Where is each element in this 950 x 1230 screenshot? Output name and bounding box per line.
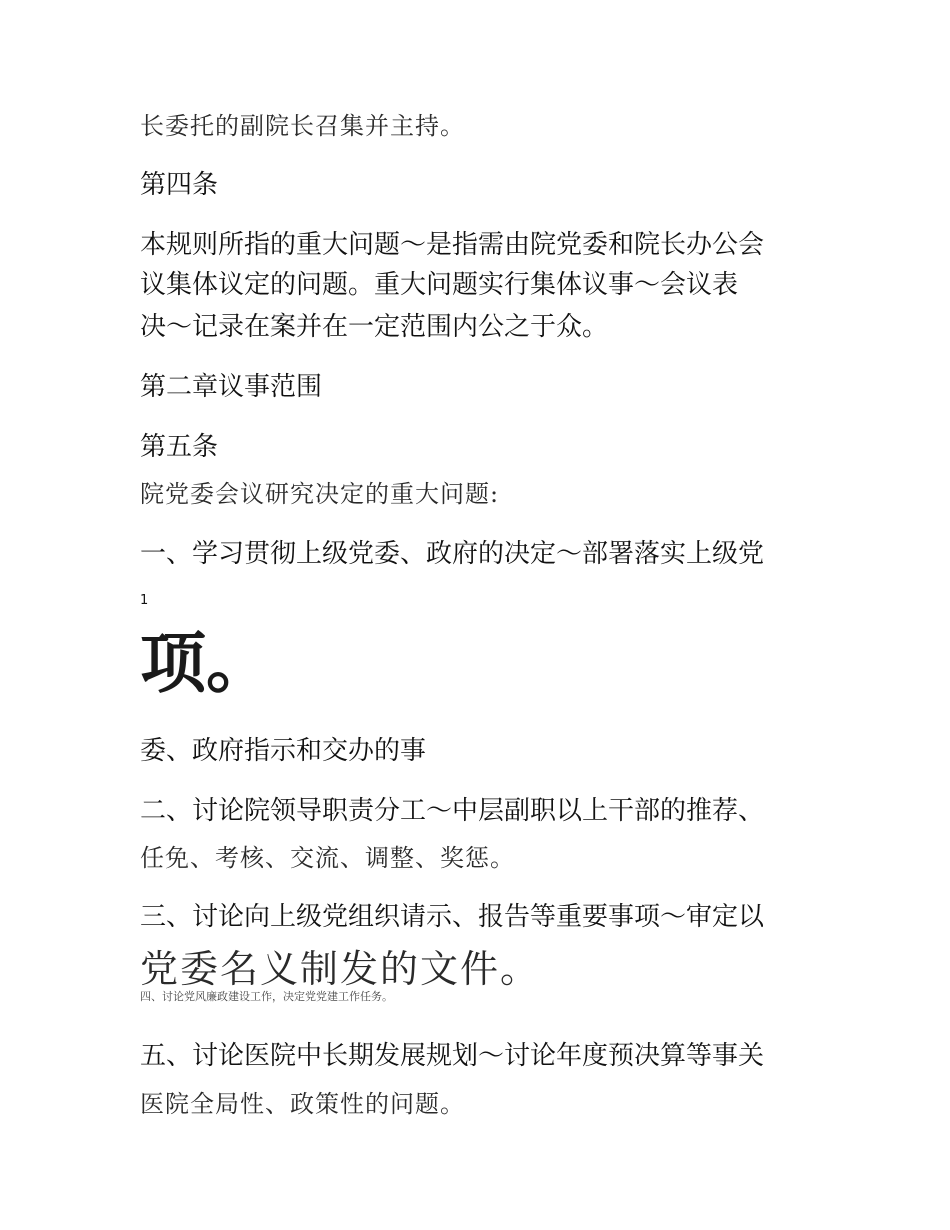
text-line-scanned: 长委托的副院长召集并主持。	[140, 112, 465, 140]
list-item-5: 五、讨论医院中长期发展规划～讨论年度预决算等事关	[140, 1041, 765, 1071]
list-item-2: 二、讨论院领导职责分工～中层副职以上干部的推荐、	[140, 796, 765, 826]
list-item-1: 一、学习贯彻上级党委、政府的决定～部署落实上级党	[140, 539, 765, 569]
chapter-heading: 第二章议事范围	[140, 372, 323, 402]
article-heading: 第四条	[140, 170, 219, 200]
text-line-scanned: 医院全局性、政策性的问题。	[140, 1090, 465, 1118]
text-line: 议集体议定的问题。重大问题实行集体议事～会议表	[140, 270, 739, 300]
text-line-scanned-large: 党委名义制发的文件。	[140, 947, 541, 991]
page-number: 1	[140, 593, 149, 608]
list-item-4-small: 四、讨论党风廉政建设工作，决定党党建工作任务。	[140, 990, 393, 1003]
text-line: 决～记录在案并在一定范围内公之于众。	[140, 312, 609, 342]
enlarged-scanned-text: 项。	[140, 624, 272, 702]
article-heading: 第五条	[140, 432, 219, 462]
text-line: 本规则所指的重大问题～是指需由院党委和院长办公会	[140, 230, 765, 260]
text-line-scanned: 院党委会议研究决定的重大问题:	[140, 480, 500, 508]
text-line: 委、政府指示和交办的事	[140, 736, 427, 766]
list-item-3: 三、讨论向上级党组织请示、报告等重要事项～审定以	[140, 902, 765, 932]
text-line-scanned: 任免、考核、交流、调整、奖惩。	[140, 844, 515, 872]
